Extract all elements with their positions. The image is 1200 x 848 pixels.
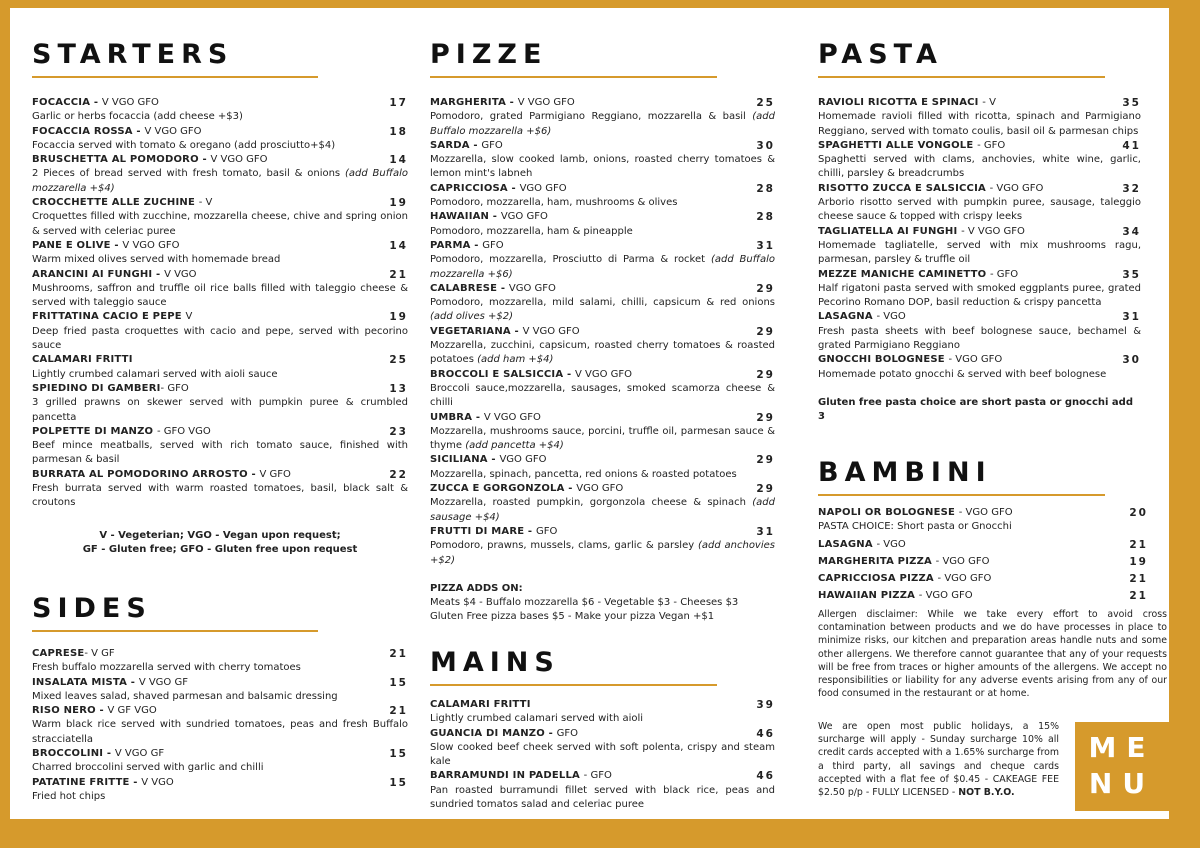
item-description bbox=[430, 468, 775, 482]
item-price: 13 bbox=[389, 382, 408, 395]
pizza-adds bbox=[430, 582, 775, 625]
menu-item bbox=[818, 268, 1141, 311]
item-description bbox=[818, 520, 1148, 534]
item-price: 19 bbox=[389, 197, 408, 210]
item-price: 29 bbox=[756, 282, 775, 295]
menu-item bbox=[430, 525, 775, 568]
menu-item bbox=[32, 704, 408, 747]
item-dietary-tags: - VGO GFO bbox=[958, 507, 1013, 518]
item-description bbox=[32, 718, 408, 747]
item-description-text: Mixed leaves salad, shaved parmesan and balsamic dressing bbox=[32, 690, 338, 702]
item-name: SPAGHETTI ALLE VONGOLE bbox=[818, 139, 978, 151]
menu-item bbox=[32, 153, 408, 196]
item-description-text: Lightly crumbed calamari served with aioli sauce bbox=[32, 368, 278, 380]
item-dietary-tags: V VGO GFO bbox=[210, 154, 268, 166]
item-description-text: Half rigatoni pasta served with smoked eggplants puree, grated Pecorino Romano DOP, basil reduction & crispy pancetta bbox=[818, 282, 1141, 309]
item-description-text: Pomodoro, grated Parmigiano Reggiano, mozzarella & basil bbox=[430, 111, 753, 123]
item-dietary-tags: - V VGO GFO bbox=[961, 225, 1025, 237]
item-price: 39 bbox=[756, 699, 775, 711]
menu-item bbox=[32, 353, 408, 382]
item-price: 21 bbox=[389, 648, 408, 660]
item-name: GUANCIA DI MANZO - bbox=[430, 727, 557, 739]
menu-item bbox=[818, 555, 1148, 569]
item-description bbox=[430, 196, 775, 210]
mains-list bbox=[430, 698, 775, 812]
item-name: RISOTTO ZUCCA E SALSICCIA bbox=[818, 182, 990, 194]
item-description-text: Pomodoro, mozzarella, Prosciutto di Parma & rocket bbox=[430, 254, 711, 266]
item-description bbox=[32, 661, 408, 675]
item-add-on: (add ham +$4) bbox=[477, 354, 554, 366]
pasta-list bbox=[818, 96, 1141, 382]
menu-item bbox=[430, 727, 775, 770]
item-description bbox=[818, 153, 1141, 182]
bambini-list bbox=[818, 506, 1148, 604]
item-price: 21 bbox=[1129, 573, 1148, 586]
item-dietary-tags: - V bbox=[198, 197, 213, 209]
item-name: CAPRICCIOSA PIZZA bbox=[818, 573, 938, 585]
item-price: 28 bbox=[756, 182, 775, 195]
item-name: ZUCCA E GORGONZOLA - bbox=[430, 483, 577, 495]
item-description-text: Spaghetti served with clams, anchovies, white wine, garlic, chilli, parsley & breadcrumbs bbox=[818, 154, 1141, 180]
item-description bbox=[32, 790, 408, 804]
item-price: 29 bbox=[756, 411, 775, 424]
item-dietary-tags: V bbox=[185, 311, 193, 323]
item-description-text: Fried hot chips bbox=[32, 790, 106, 802]
item-name: FRUTTI DI MARE - bbox=[430, 525, 536, 537]
menu-item bbox=[818, 538, 1148, 552]
legend bbox=[32, 529, 408, 558]
item-price: 31 bbox=[756, 525, 775, 538]
item-description-text: Warm black rice served with sundried tomatoes, peas and fresh Buffalo stracciatella bbox=[32, 719, 408, 745]
item-description-text: Fresh burrata served with warm roasted tomatoes, basil, black salt & croutons bbox=[32, 483, 408, 509]
item-dietary-tags: V VGO GFO bbox=[483, 411, 541, 423]
item-description-text: Fresh buffalo mozzarella served with cherry tomatoes bbox=[32, 662, 301, 674]
item-dietary-tags: V VGO GFO bbox=[522, 325, 580, 337]
pasta-divider bbox=[818, 76, 1105, 78]
item-description bbox=[430, 712, 775, 726]
mains-section bbox=[430, 648, 775, 812]
item-name: SARDA - bbox=[430, 139, 482, 151]
item-dietary-tags: - V bbox=[982, 97, 996, 108]
item-dietary-tags: V VGO GFO bbox=[101, 97, 159, 108]
item-price: 31 bbox=[1122, 311, 1141, 324]
item-description bbox=[430, 539, 775, 568]
item-description bbox=[430, 339, 775, 368]
item-name: BROCCOLINI - bbox=[32, 748, 115, 760]
menu-item bbox=[818, 353, 1141, 382]
menu-badge-line-1: ME bbox=[1088, 731, 1156, 764]
item-description bbox=[32, 482, 408, 511]
item-dietary-tags: VGO GFO bbox=[519, 182, 567, 194]
item-price: 15 bbox=[389, 776, 408, 789]
item-name: HAWAIIAN PIZZA bbox=[818, 590, 919, 602]
item-name: BRUSCHETTA AL POMODORO - bbox=[32, 154, 211, 166]
item-price: 30 bbox=[756, 139, 775, 152]
item-name: MARGHERITA PIZZA bbox=[818, 555, 936, 567]
item-price: 25 bbox=[756, 97, 775, 109]
item-name: SICILIANA - bbox=[430, 454, 500, 466]
item-name: BURRATA AL POMODORINO ARROSTO - bbox=[32, 468, 260, 480]
menu-item bbox=[818, 96, 1141, 139]
item-description-text: Charred broccolini served with garlic and chilli bbox=[32, 762, 264, 774]
menu-item bbox=[32, 125, 408, 154]
item-add-on: (add pancetta +$4) bbox=[465, 440, 564, 452]
item-price: 20 bbox=[1129, 507, 1148, 519]
item-price: 25 bbox=[389, 354, 408, 367]
item-dietary-tags: GFO bbox=[481, 139, 503, 151]
item-description bbox=[430, 496, 775, 525]
menu-page bbox=[10, 8, 1169, 819]
item-name: RAVIOLI RICOTTA E SPINACI bbox=[818, 97, 983, 108]
item-price: 19 bbox=[389, 311, 408, 324]
item-dietary-tags: VGO GFO bbox=[508, 282, 556, 294]
item-price: 15 bbox=[389, 748, 408, 761]
item-price: 29 bbox=[756, 325, 775, 338]
item-dietary-tags: VGO GFO bbox=[500, 211, 548, 223]
item-add-on: (add sausage +$4) bbox=[430, 497, 775, 523]
item-name: INSALATA MISTA - bbox=[32, 676, 139, 688]
item-dietary-tags: V VGO GFO bbox=[517, 97, 575, 108]
item-dietary-tags: V VGO GFO bbox=[122, 239, 180, 251]
item-price: 41 bbox=[1122, 139, 1141, 152]
item-name: CAPRESE bbox=[32, 648, 85, 659]
item-description-text: Lightly crumbed calamari served with aioli bbox=[430, 713, 644, 725]
item-description bbox=[818, 239, 1141, 268]
menu-item bbox=[430, 239, 775, 282]
item-description bbox=[430, 382, 775, 411]
item-description-text: Mozzarella, spinach, pancetta, red onions & roasted potatoes bbox=[430, 468, 737, 480]
menu-item bbox=[430, 210, 775, 239]
item-name: UMBRA - bbox=[430, 411, 484, 423]
item-dietary-tags: - VGO GFO bbox=[989, 182, 1044, 194]
item-description-text: Mozzarella, roasted pumpkin, gorgonzola cheese & spinach bbox=[430, 497, 753, 509]
menu-item bbox=[430, 698, 775, 727]
item-dietary-tags: - VGO bbox=[876, 311, 906, 323]
bambini-title: BAMBINI bbox=[818, 457, 992, 488]
item-dietary-tags: V VGO GF bbox=[114, 748, 165, 760]
pizza-adds-line-1: Meats $4 - Buffalo mozzarella $6 - Vegetable $3 - Cheeses $3 bbox=[430, 597, 739, 609]
item-name: TAGLIATELLA AI FUNGHI bbox=[818, 225, 962, 237]
item-description-text: Mushrooms, saffron and truffle oil rice balls filled with taleggio cheese & served with taleggio sauce bbox=[32, 282, 408, 309]
item-name: MEZZE MANICHE CAMINETTO bbox=[818, 268, 991, 280]
item-description-text: Homemade tagliatelle, served with mix mushrooms ragu, parmesan, parsley & truffle oil bbox=[818, 239, 1141, 266]
menu-item bbox=[430, 411, 775, 454]
item-dietary-tags: - GFO bbox=[583, 770, 612, 782]
menu-item bbox=[32, 196, 408, 239]
pizze-title: PIZZE bbox=[430, 39, 548, 70]
item-description bbox=[32, 210, 408, 239]
item-price: 29 bbox=[756, 368, 775, 381]
item-description bbox=[818, 196, 1141, 225]
item-dietary-tags: V VGO GF bbox=[138, 676, 188, 688]
item-name: PANE E OLIVE - bbox=[32, 239, 123, 251]
item-dietary-tags: - VGO GFO bbox=[935, 555, 990, 567]
item-description bbox=[32, 167, 408, 196]
item-name: BARRAMUNDI IN PADELLA bbox=[430, 770, 584, 782]
item-add-on: (add anchovies +$2) bbox=[430, 540, 775, 566]
starters-section bbox=[32, 40, 408, 558]
item-name: VEGETARIANA - bbox=[430, 325, 523, 337]
sides-list bbox=[32, 647, 408, 804]
item-add-on: (add Buffalo mozzarella +$6) bbox=[430, 254, 775, 280]
item-description-text: Focaccia served with tomato & oregano (add prosciutto+$4) bbox=[32, 139, 336, 151]
menu-item bbox=[430, 368, 775, 411]
item-name: CAPRICCIOSA - bbox=[430, 182, 520, 194]
item-price: 22 bbox=[389, 468, 408, 481]
item-description bbox=[32, 761, 408, 775]
item-description bbox=[818, 325, 1141, 354]
item-name: MARGHERITA - bbox=[430, 97, 518, 108]
item-price: 15 bbox=[389, 676, 408, 689]
menu-badge bbox=[1075, 722, 1169, 811]
menu-item bbox=[430, 769, 775, 812]
item-dietary-tags: - VGO bbox=[876, 538, 906, 550]
item-description bbox=[430, 225, 775, 239]
menu-item bbox=[818, 589, 1148, 603]
starters-divider bbox=[32, 76, 318, 78]
item-description bbox=[430, 153, 775, 182]
item-price: 30 bbox=[1122, 354, 1141, 367]
item-description bbox=[430, 784, 775, 813]
menu-item bbox=[818, 506, 1148, 535]
holiday-surcharge-info bbox=[818, 720, 1059, 799]
item-name: CALAMARI FRITTI bbox=[32, 354, 133, 366]
item-price: 21 bbox=[389, 705, 408, 718]
menu-item bbox=[430, 139, 775, 182]
pizze-section bbox=[430, 40, 775, 625]
menu-item bbox=[32, 382, 408, 425]
item-dietary-tags: VGO GFO bbox=[499, 454, 547, 466]
menu-item bbox=[32, 747, 408, 776]
item-description-text: Fresh pasta sheets with beef bolognese sauce, bechamel & grated Parmigiano Reggiano bbox=[818, 325, 1141, 352]
menu-badge-line-2: NU bbox=[1088, 767, 1156, 800]
item-description bbox=[818, 282, 1141, 311]
item-dietary-tags: GFO bbox=[482, 239, 504, 251]
not-byo-text: NOT B.Y.O. bbox=[958, 787, 1015, 799]
item-name: BROCCOLI E SALSICCIA - bbox=[430, 368, 575, 380]
item-description bbox=[430, 425, 775, 454]
item-price: 21 bbox=[1129, 538, 1148, 551]
item-description bbox=[32, 282, 408, 311]
item-name: LASAGNA bbox=[818, 538, 877, 550]
menu-item bbox=[430, 282, 775, 325]
legend-line-1: V - Vegeterian; VGO - Vegan upon request; bbox=[99, 529, 341, 541]
menu-item bbox=[32, 425, 408, 468]
item-description-text: Homemade ravioli filled with ricotta, spinach and Parmigiano Reggiano, served with tomato coulis, basil oil & parmesan chips bbox=[818, 111, 1141, 137]
item-price: 23 bbox=[389, 425, 408, 438]
legend-line-2: GF - Gluten free; GFO - Gluten free upon request bbox=[82, 544, 358, 556]
item-price: 46 bbox=[756, 727, 775, 740]
item-description-text: Beef mince meatballs, served with rich tomato sauce, finished with parmesan & basil bbox=[32, 440, 408, 466]
menu-item bbox=[430, 453, 775, 482]
starters-list bbox=[32, 96, 408, 511]
item-price: 21 bbox=[389, 268, 408, 281]
menu-item bbox=[430, 325, 775, 368]
item-dietary-tags: V VGO bbox=[164, 268, 197, 280]
item-description bbox=[818, 368, 1141, 382]
item-name: HAWAIIAN - bbox=[430, 211, 501, 223]
gluten-free-pasta-note: Gluten free pasta choice are short pasta or gnocchi add 3 bbox=[818, 396, 1133, 423]
item-price: 32 bbox=[1122, 182, 1141, 195]
item-description-text: 3 grilled prawns on skewer served with pumpkin puree & crumbled pancetta bbox=[32, 397, 408, 423]
pizza-adds-line-2: Gluten Free pizza bases $5 - Make your pizza Vegan +$1 bbox=[430, 611, 715, 623]
item-description-text: Mozzarella, mushrooms sauce, porcini, truffle oil, parmesan sauce & thyme bbox=[430, 425, 775, 452]
menu-item bbox=[818, 139, 1141, 182]
item-add-on: (add Buffalo mozzarella +$4) bbox=[32, 168, 408, 194]
pasta-title: PASTA bbox=[818, 39, 943, 70]
item-dietary-tags: GFO bbox=[556, 727, 579, 739]
menu-item bbox=[818, 310, 1141, 353]
menu-item bbox=[32, 96, 408, 125]
item-dietary-tags: - GFO bbox=[160, 382, 189, 394]
item-price: 35 bbox=[1122, 97, 1141, 109]
mains-divider bbox=[430, 684, 717, 686]
item-description-text: Mozzarella, zucchini, capsicum, roasted cherry tomatoes & roasted potatoes bbox=[430, 340, 775, 366]
item-description bbox=[32, 110, 408, 124]
item-price: 21 bbox=[1129, 590, 1148, 603]
menu-item bbox=[32, 268, 408, 311]
item-name: NAPOLI OR BOLOGNESE bbox=[818, 507, 959, 518]
item-description bbox=[32, 253, 408, 267]
item-price: 34 bbox=[1122, 225, 1141, 238]
item-name: FOCACCIA - bbox=[32, 97, 102, 108]
item-description-text: Pomodoro, mozzarella, ham, mushrooms & olives bbox=[430, 197, 678, 209]
item-dietary-tags: - GFO bbox=[990, 268, 1019, 280]
item-description bbox=[32, 690, 408, 704]
bambini-divider bbox=[818, 494, 1105, 496]
item-dietary-tags: V VGO GFO bbox=[144, 125, 202, 137]
menu-item bbox=[818, 225, 1141, 268]
item-description bbox=[32, 368, 408, 382]
item-price: 14 bbox=[389, 239, 408, 252]
item-dietary-tags: - GFO VGO bbox=[156, 425, 211, 437]
item-description-text: 2 Pieces of bread served with fresh tomato, basil & onions bbox=[32, 168, 345, 180]
item-description bbox=[32, 396, 408, 425]
holiday-surcharge-text: We are open most public holidays, a 15% surcharge will apply - Sunday surcharge 10% all credit cards accepted with a 1.65% surcharge from a third party, all savings and cheque cards accepted with a flat fee of $0.45 - CAKEAGE FEE $2.50 p/p - FULLY LICENSED - bbox=[818, 721, 1059, 799]
item-name: POLPETTE DI MANZO bbox=[32, 425, 157, 437]
item-price: 28 bbox=[756, 211, 775, 224]
item-dietary-tags: V VGO bbox=[141, 776, 174, 788]
item-dietary-tags: GFO bbox=[535, 525, 558, 537]
starters-title: STARTERS bbox=[32, 39, 234, 70]
item-dietary-tags: - GFO bbox=[977, 139, 1006, 151]
bambini-section bbox=[818, 458, 1148, 604]
item-description-text: Pan roasted burramundi fillet served with black rice, peas and sundried tomatos salad and celeriac puree bbox=[430, 784, 775, 811]
item-price: 18 bbox=[389, 125, 408, 138]
item-dietary-tags: V GFO bbox=[259, 468, 291, 480]
item-name: FOCACCIA ROSSA - bbox=[32, 125, 145, 137]
item-description-text: Pomodoro, prawns, mussels, clams, garlic & parsley bbox=[430, 540, 698, 552]
item-add-on: (add olives +$2) bbox=[430, 311, 514, 323]
menu-item bbox=[818, 572, 1148, 586]
item-price: 14 bbox=[389, 154, 408, 167]
item-name: SPIEDINO DI GAMBERI bbox=[32, 382, 161, 394]
sides-title: SIDES bbox=[32, 593, 152, 624]
menu-item bbox=[32, 776, 408, 805]
item-price: 35 bbox=[1122, 268, 1141, 281]
item-description-text: Broccoli sauce,mozzarella, sausages, smoked scamorza cheese & chilli bbox=[430, 382, 775, 409]
item-add-on: (add Buffalo mozzarella +$6) bbox=[430, 111, 775, 137]
item-price: 29 bbox=[756, 483, 775, 496]
sides-divider bbox=[32, 630, 318, 632]
item-price: 46 bbox=[756, 770, 775, 783]
item-dietary-tags: - V GF bbox=[84, 648, 115, 659]
item-dietary-tags: V VGO GFO bbox=[574, 368, 633, 380]
menu-item bbox=[430, 96, 775, 139]
menu-item bbox=[32, 239, 408, 268]
item-description bbox=[32, 439, 408, 468]
item-name: PARMA - bbox=[430, 239, 483, 251]
menu-item bbox=[32, 676, 408, 705]
item-description-text: Pomodoro, mozzarella, mild salami, chilli, capsicum & red onions bbox=[430, 297, 775, 309]
item-description bbox=[430, 296, 775, 325]
item-description-text: Pomodoro, mozzarella, ham & pineapple bbox=[430, 225, 633, 237]
pizze-divider bbox=[430, 76, 717, 78]
item-price: 17 bbox=[389, 97, 408, 109]
item-description-text: Warm mixed olives served with homemade bread bbox=[32, 254, 281, 266]
menu-item bbox=[32, 468, 408, 511]
menu-item bbox=[818, 182, 1141, 225]
item-description-text: Garlic or herbs focaccia (add cheese +$3) bbox=[32, 111, 243, 123]
item-description-text: Deep fried pasta croquettes with cacio and pepe, served with pecorino sauce bbox=[32, 325, 408, 352]
pasta-section bbox=[818, 40, 1141, 425]
item-dietary-tags: - VGO GFO bbox=[918, 590, 973, 602]
item-price: 19 bbox=[1129, 555, 1148, 568]
item-description-text: Homemade potato gnocchi & served with beef bolognese bbox=[818, 368, 1107, 380]
item-name: CALABRESE - bbox=[430, 282, 509, 294]
item-description bbox=[430, 110, 775, 139]
item-description bbox=[32, 139, 408, 153]
menu-item bbox=[430, 182, 775, 211]
item-name: GNOCCHI BOLOGNESE bbox=[818, 354, 949, 366]
item-description-text: Mozzarella, slow cooked lamb, onions, roasted cherry tomatoes & lemon mint's labneh bbox=[430, 154, 775, 180]
item-dietary-tags: - VGO GFO bbox=[937, 573, 992, 585]
item-description-text: Arborio risotto served with pumpkin puree, sausage, taleggio cheese sauce & topped with crispy leeks bbox=[818, 197, 1141, 223]
allergen-disclaimer: Allergen disclaimer: While we take every effort to avoid cross contamination between products and we do have processes in place to minimize risks, our kitchen and preparation areas handle nuts and some other allergens. We therefore cannot guarantee that any of your requests will be free from traces or higher amounts of the allergens. We accept no responsibilities or liability for any adverse events arising from any of our food consumed in the restaurant or at home. bbox=[818, 609, 1167, 700]
item-description-text: Croquettes filled with zucchine, mozzarella cheese, chive and spring onion & served with celeriac puree bbox=[32, 211, 408, 237]
menu-item bbox=[32, 310, 408, 353]
item-name: FRITTATINA CACIO E PEPE bbox=[32, 311, 186, 323]
item-description-text: Slow cooked beef cheek served with soft polenta, crispy and steam kale bbox=[430, 741, 775, 768]
menu-item bbox=[32, 647, 408, 676]
sides-section bbox=[32, 594, 408, 804]
item-dietary-tags: VGO GFO bbox=[576, 483, 624, 495]
item-dietary-tags: V GF VGO bbox=[107, 705, 157, 717]
mains-title: MAINS bbox=[430, 647, 560, 678]
item-description bbox=[32, 325, 408, 354]
menu-item bbox=[430, 482, 775, 525]
item-price: 31 bbox=[756, 239, 775, 252]
item-description bbox=[430, 741, 775, 770]
item-name: LASAGNA bbox=[818, 311, 877, 323]
pizza-adds-title: PIZZA ADDS ON: bbox=[430, 582, 523, 594]
item-dietary-tags: - VGO GFO bbox=[948, 354, 1003, 366]
item-description bbox=[430, 253, 775, 282]
item-name: CROCCHETTE ALLE ZUCHINE bbox=[32, 197, 199, 209]
pizze-list bbox=[430, 96, 775, 568]
item-name: RISO NERO - bbox=[32, 705, 108, 717]
item-name: ARANCINI AI FUNGHI - bbox=[32, 268, 165, 280]
item-description-text: PASTA CHOICE: Short pasta or Gnocchi bbox=[818, 521, 1012, 533]
item-description bbox=[818, 110, 1141, 139]
item-price: 29 bbox=[756, 454, 775, 467]
item-name: CALAMARI FRITTI bbox=[430, 699, 531, 710]
item-name: PATATINE FRITTE - bbox=[32, 776, 142, 788]
